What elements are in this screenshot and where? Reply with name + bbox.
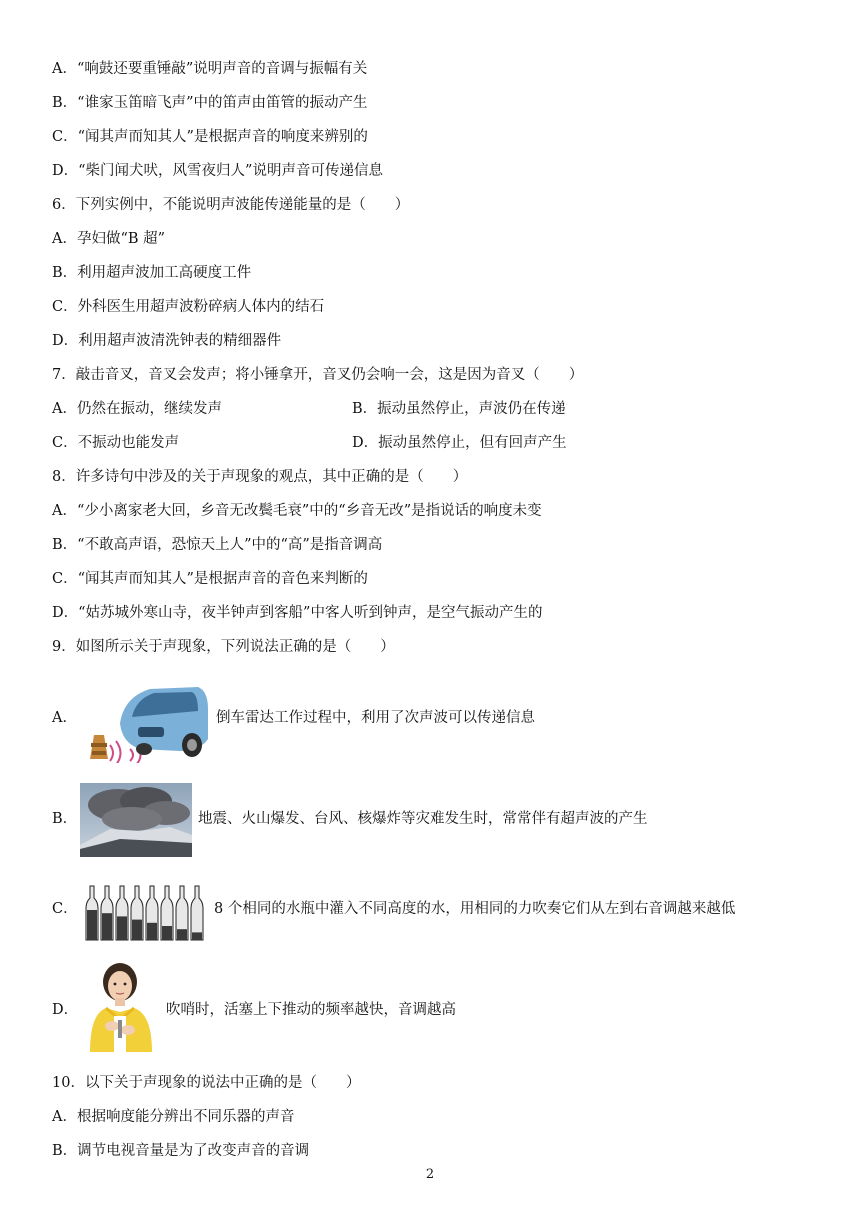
q9-option-b-text: 地震、火山爆发、台风、核爆炸等灾难发生时，常常伴有超声波的产生: [198, 811, 648, 827]
q9-option-d-text: 吹哨时，活塞上下推动的频率越快，音调越高: [166, 1002, 456, 1018]
q8-option-d: D．“姑苏城外寒山寺，夜半钟声到客船”中客人听到钟声，是空气振动产生的: [52, 605, 543, 621]
bottle-water: [192, 932, 202, 940]
q8-stem: 8．许多诗句中涉及的关于声现象的观点，其中正确的是（ ）: [52, 469, 468, 485]
water-bottles-image: [82, 884, 208, 942]
q7-option-c: C．不振动也能发声: [52, 435, 180, 451]
q6-option-d: D．利用超声波清洗钟表的精细器件: [52, 333, 282, 349]
bottle-water: [162, 926, 172, 940]
bottle: [191, 886, 203, 940]
bottle-water: [132, 920, 142, 940]
bottle-water: [147, 923, 157, 940]
page-number: 2: [425, 1167, 435, 1182]
bottle-water: [117, 916, 127, 940]
bottle-water: [177, 929, 187, 940]
q9-option-d-letter: D．: [52, 1002, 79, 1018]
q6-stem: 6．下列实例中，不能说明声波能传递能量的是（ ）: [52, 197, 410, 213]
q9-stem: 9．如图所示关于声现象，下列说法正确的是（ ）: [52, 639, 395, 655]
q10-option-b: B．调节电视音量是为了改变声音的音调: [52, 1143, 310, 1159]
bottle-water: [102, 913, 112, 940]
girl-whistle-image: [80, 960, 162, 1052]
q5-option-a: A．“响鼓还要重锤敲”说明声音的音调与振幅有关: [52, 61, 368, 77]
q6-option-b: B．利用超声波加工高硬度工件: [52, 265, 252, 281]
q9-option-c-text: 8 个相同的水瓶中灌入不同高度的水，用相同的力吹奏它们从左到右音调越来越低: [214, 901, 736, 917]
q7-option-d: D．振动虽然停止，但有回声产生: [352, 435, 567, 451]
q7-option-a: A．仍然在振动，继续发声: [52, 401, 222, 417]
q9-option-a-text: 倒车雷达工作过程中，利用了次声波可以传递信息: [216, 710, 535, 726]
q8-option-a: A．“少小离家老大回，乡音无改鬓毛衰”中的“乡音无改”是指说话的响度未变: [52, 503, 542, 519]
q8-option-b: B．“不敢高声语，恐惊天上人”中的“高”是指音调高: [52, 537, 383, 553]
q9-option-a-letter: A．: [52, 710, 77, 726]
q7-stem: 7．敲击音叉，音叉会发声；将小锤拿开，音叉仍会响一会，这是因为音叉（ ）: [52, 367, 584, 383]
q9-option-c-letter: C．: [52, 901, 78, 917]
q5-option-b: B．“谁家玉笛暗飞声”中的笛声由笛管的振动产生: [52, 95, 368, 111]
volcano-eruption-image: [80, 783, 192, 857]
q5-option-d: D．“柴门闻犬吠，风雪夜归人”说明声音可传递信息: [52, 163, 383, 179]
q6-option-c: C．外科医生用超声波粉碎病人体内的结石: [52, 299, 325, 315]
q5-option-c: C．“闻其声而知其人”是根据声音的响度来辨别的: [52, 129, 368, 145]
q10-option-a: A．根据响度能分辨出不同乐器的声音: [52, 1109, 295, 1125]
q10-stem: 10．以下关于声现象的说法中正确的是（ ）: [52, 1075, 361, 1091]
bottle-row: [86, 886, 203, 940]
car-radar-image: [80, 683, 210, 763]
q6-option-a: A．孕妇做“B 超”: [52, 231, 166, 247]
q8-option-c: C．“闻其声而知其人”是根据声音的音色来判断的: [52, 571, 368, 587]
q7-option-b: B．振动虽然停止，声波仍在传递: [352, 401, 566, 417]
bottle-water: [87, 910, 97, 940]
q9-option-b-letter: B．: [52, 811, 78, 827]
